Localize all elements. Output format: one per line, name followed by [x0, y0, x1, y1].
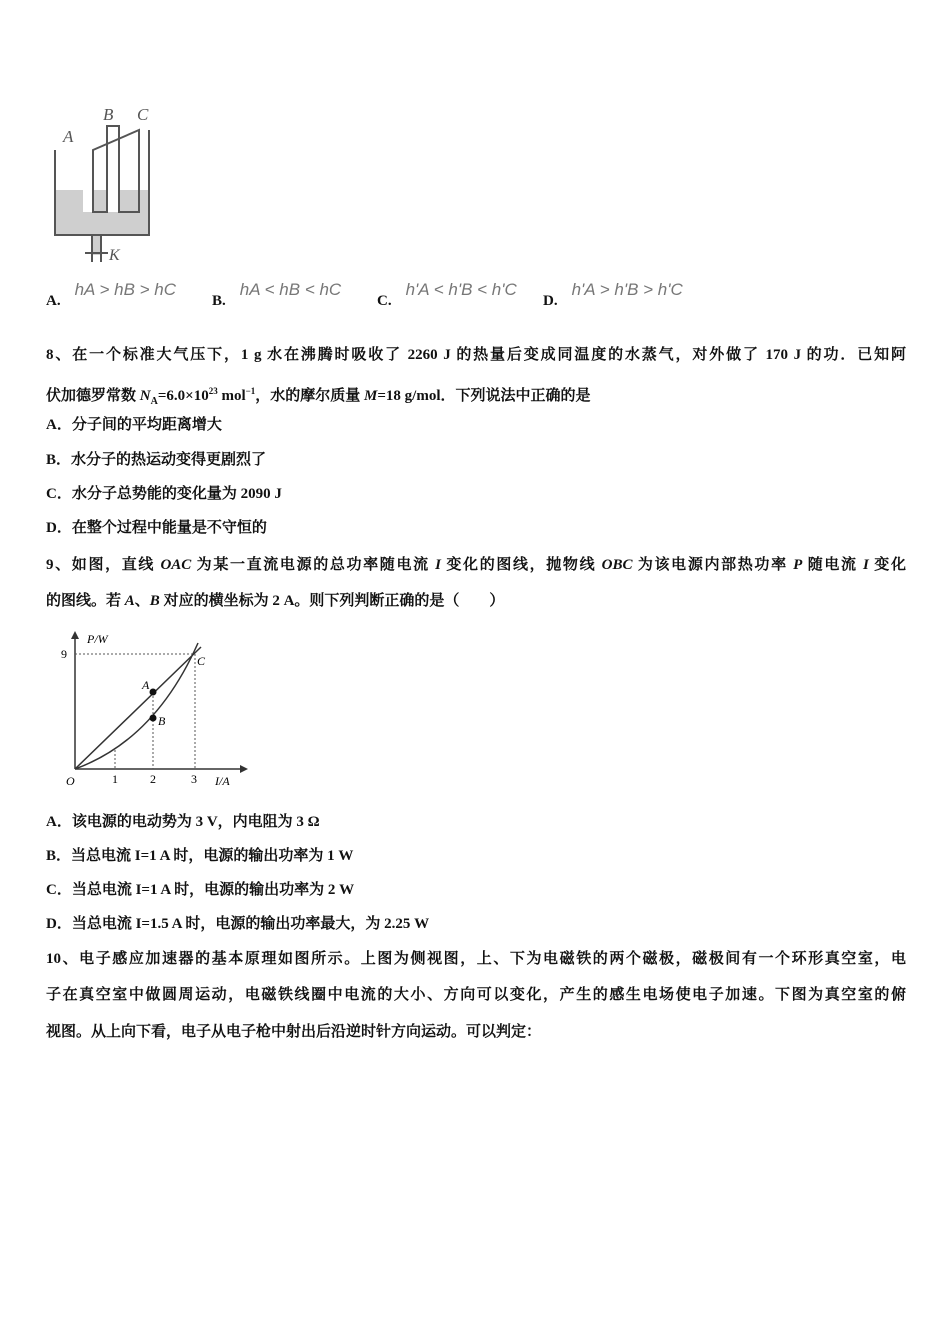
q7-option-c[interactable]: [377, 280, 517, 310]
x-axis-label: I/A: [215, 774, 230, 788]
q8-option-c[interactable]: C．水分子总势能的变化量为 2090 J: [46, 486, 282, 502]
q9-option-c[interactable]: C．当总电流 I=1 A 时，电源的输出功率为 2 W: [46, 882, 355, 898]
label-k: K: [109, 247, 120, 264]
option-formula: hA > hB > hC: [74, 280, 177, 299]
q10-stem-line-2: 子在真空室中做圆周运动，电磁铁线圈中电流的大小、方向可以变化，产生的感生电场使电子加速。下图为真空室的俯: [46, 987, 906, 1003]
point-a-label: A: [142, 678, 150, 692]
q7-option-b[interactable]: [212, 280, 342, 310]
q10-stem-line-3: 视图。从上向下看，电子从电子枪中射出后沿逆时针方向运动。可以判定：: [46, 1024, 542, 1040]
option-formula: h'A > h'B > h'C: [571, 280, 683, 299]
origin-label: O: [66, 774, 75, 788]
option-letter: D.: [543, 293, 558, 309]
q8-option-d[interactable]: D．在整个过程中能量是不守恒的: [46, 520, 267, 536]
option-letter: B.: [212, 293, 226, 309]
q10-stem-line-1: 10、电子感应加速器的基本原理如图所示。上图为侧视图，上、下为电磁铁的两个磁极，磁极间有一个环形真空室，电: [46, 951, 906, 967]
q8-option-b[interactable]: B．水分子的热运动变得更剧烈了: [46, 452, 267, 468]
q8-stem-line-2: 伏加德罗常数 $N_A=6.0\times 10^{23}$ mol$^{-1}$，水的摩尔质量 M=18 g/mol．下列说法中正确的是: [46, 386, 591, 407]
power-current-graph: [55, 625, 255, 790]
y-tick-9: 9: [61, 647, 67, 661]
q9-stem-line-2: 的图线。若 A、B 对应的横坐标为 2 A。则下列判断正确的是（ ）: [46, 593, 505, 609]
q8-stem-line-1: 8、在一个标准大气压下，1 g 水在沸腾时吸收了 2260 J 的热量后变成同温度的水蒸气，对外做了 170 J 的功．已知阿: [46, 347, 906, 363]
label-a: A: [63, 127, 74, 146]
q7-option-d[interactable]: [543, 280, 683, 310]
y-axis-arrow: [71, 631, 79, 639]
option-formula: h'A < h'B < h'C: [405, 280, 517, 299]
label-b: B: [103, 105, 114, 124]
connected-vessels-figure: [45, 100, 165, 270]
x-axis-arrow: [240, 765, 248, 773]
q9-stem-line-1: 9、如图，直线 OAC 为某一直流电源的总功率随电流 I 变化的图线，抛物线 OBC 为该电源内部热功率 P 随电流 I 变化: [46, 557, 906, 573]
y-axis-label: P/W: [87, 632, 108, 646]
q9-option-d[interactable]: D．当总电流 I=1.5 A 时，电源的输出功率最大，为 2.25 W: [46, 916, 430, 932]
option-formula: hA < hB < hC: [239, 280, 342, 299]
label-c: C: [137, 105, 149, 124]
x-tick-3: 3: [191, 772, 197, 786]
point-c-label: C: [197, 654, 206, 668]
q9-option-b[interactable]: B．当总电流 I=1 A 时，电源的输出功率为 1 W: [46, 848, 354, 864]
line-oac: [75, 647, 201, 769]
option-letter: A.: [46, 293, 61, 309]
q7-option-a[interactable]: [46, 280, 177, 310]
q9-option-a[interactable]: A．该电源的电动势为 3 V，内电阻为 3 Ω: [46, 814, 320, 830]
option-letter: C.: [377, 293, 392, 309]
point-b-label: B: [158, 714, 166, 728]
point-b: [150, 715, 157, 722]
q8-option-a[interactable]: A．分子间的平均距离增大: [46, 417, 222, 433]
point-a: [150, 689, 157, 696]
x-tick-1: 1: [112, 772, 118, 786]
x-tick-2: 2: [150, 772, 156, 786]
